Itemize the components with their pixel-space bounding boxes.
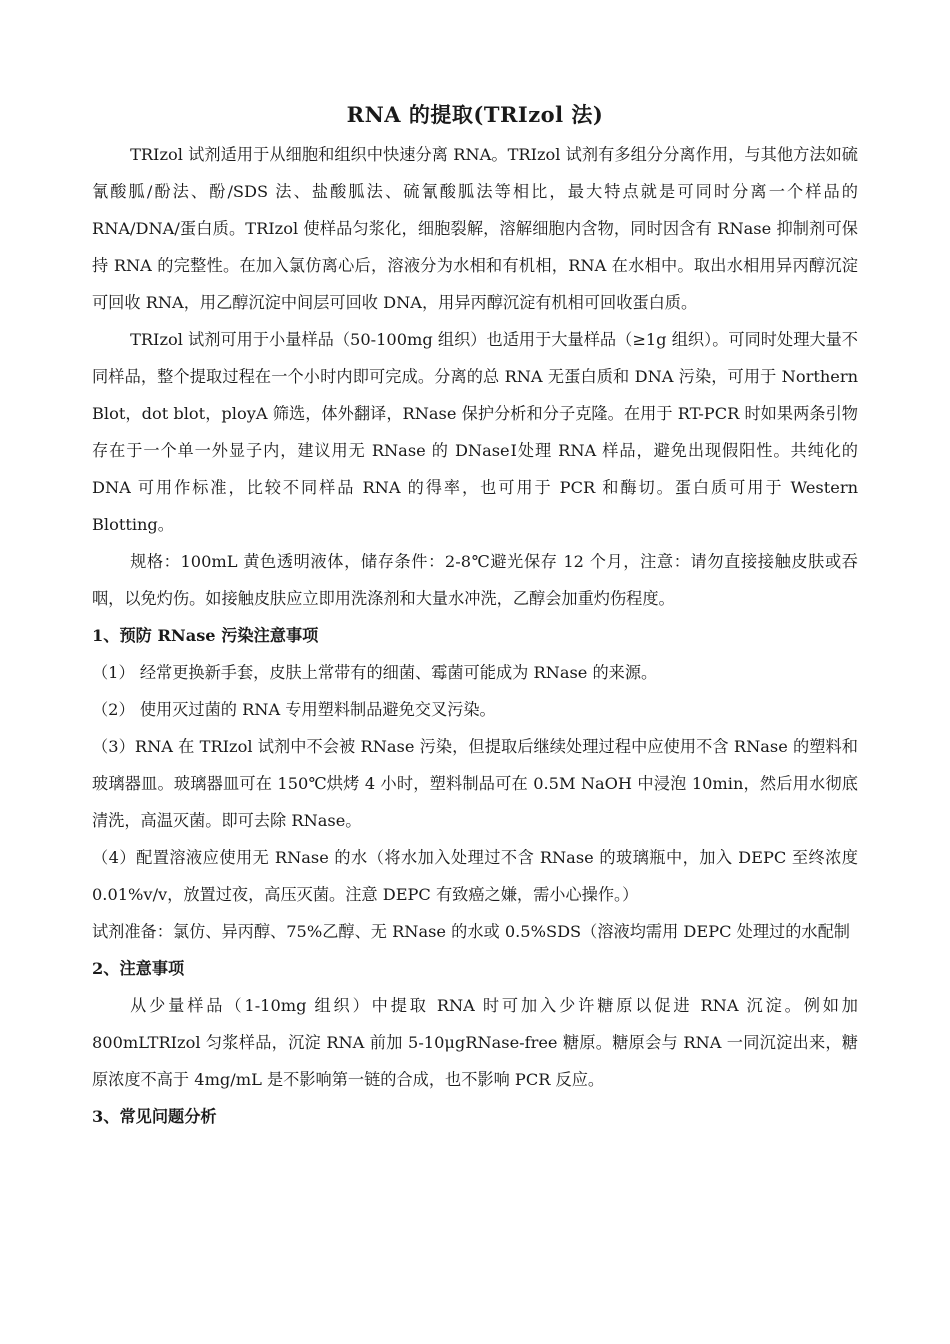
- notes-paragraph: 从少量样品（1-10mg 组织）中提取 RNA 时可加入少许糖原以促进 RNA 沉淀。例如加 800mLTRIzol 匀浆样品，沉淀 RNA 前加 5-10μgRNase-free 糖原。糖原会与 RNA 一同沉淀出来，糖原浓度不高于 4mg/mL 是不影响第一链的合成，也不影响 PCR 反应。: [92, 996, 858, 1089]
- section-heading-3: 3、常见问题分析: [92, 1107, 217, 1126]
- precaution-item-1: （1） 经常更换新手套，皮肤上常带有的细菌、霉菌可能成为 RNase 的来源。: [92, 663, 658, 682]
- document-page: [92, 100, 858, 1135]
- section-heading-2: 2、注意事项: [92, 959, 185, 978]
- reagent-preparation: 试剂准备：氯仿、异丙醇、75%乙醇、无 RNase 的水或 0.5%SDS（溶液均需用 DEPC 处理过的水配制: [92, 922, 850, 941]
- intro-paragraph-1: TRIzol 试剂适用于从细胞和组织中快速分离 RNA。TRIzol 试剂有多组分分离作用，与其他方法如硫氰酸胍/酚法、酚/SDS 法、盐酸胍法、硫氰酸胍法等相比，最大特点就是可同时分离一个样品的 RNA/DNA/蛋白质。TRIzol 使样品匀浆化，细胞裂解，溶解细胞内含物，同时因含有 RNase 抑制剂可保持 RNA 的完整性。在加入氯仿离心后，溶液分为水相和有机相，RNA 在水相中。取出水相用异丙醇沉淀可回收 RNA，用乙醇沉淀中间层可回收 DNA，用异丙醇沉淀有机相可回收蛋白质。: [92, 145, 858, 312]
- document-title: RNA 的提取(TRIzol 法): [346, 102, 604, 127]
- precaution-item-4: （4）配置溶液应使用无 RNase 的水（将水加入处理过不含 RNase 的玻璃瓶中，加入 DEPC 至终浓度 0.01%v/v，放置过夜，高压灭菌。注意 DEPC 有致癌之嫌，需小心操作。）: [92, 848, 858, 904]
- precaution-item-3: （3）RNA 在 TRIzol 试剂中不会被 RNase 污染，但提取后继续处理过程中应使用不含 RNase 的塑料和玻璃器皿。玻璃器皿可在 150℃烘烤 4 小时，塑料制品可在 0.5M NaOH 中浸泡 10min，然后用水彻底清洗，高温灭菌。即可去除 RNase。: [92, 737, 858, 830]
- intro-paragraph-3: 规格：100mL 黄色透明液体，储存条件：2-8℃避光保存 12 个月，注意：请勿直接接触皮肤或吞咽，以免灼伤。如接触皮肤应立即用洗涤剂和大量水冲洗，乙醇会加重灼伤程度。: [92, 552, 858, 608]
- section-heading-1: 1、预防 RNase 污染注意事项: [92, 626, 319, 645]
- intro-paragraph-2: TRIzol 试剂可用于小量样品（50-100mg 组织）也适用于大量样品（≥1g 组织）。可同时处理大量不同样品，整个提取过程在一个小时内即可完成。分离的总 RNA 无蛋白质和 DNA 污染，可用于 Northern Blot，dot blot，ployA 筛选，体外翻译，RNase 保护分析和分子克隆。在用于 RT-PCR 时如果两条引物存在于一个单一外显子内，建议用无 RNase 的 DNaseⅠ处理 RNA 样品，避免出现假阳性。共纯化的 DNA 可用作标准，比较不同样品 RNA 的得率，也可用于 PCR 和酶切。蛋白质可用于 Western Blotting。: [92, 330, 858, 534]
- precaution-item-2: （2） 使用灭过菌的 RNA 专用塑料制品避免交叉污染。: [92, 700, 496, 719]
